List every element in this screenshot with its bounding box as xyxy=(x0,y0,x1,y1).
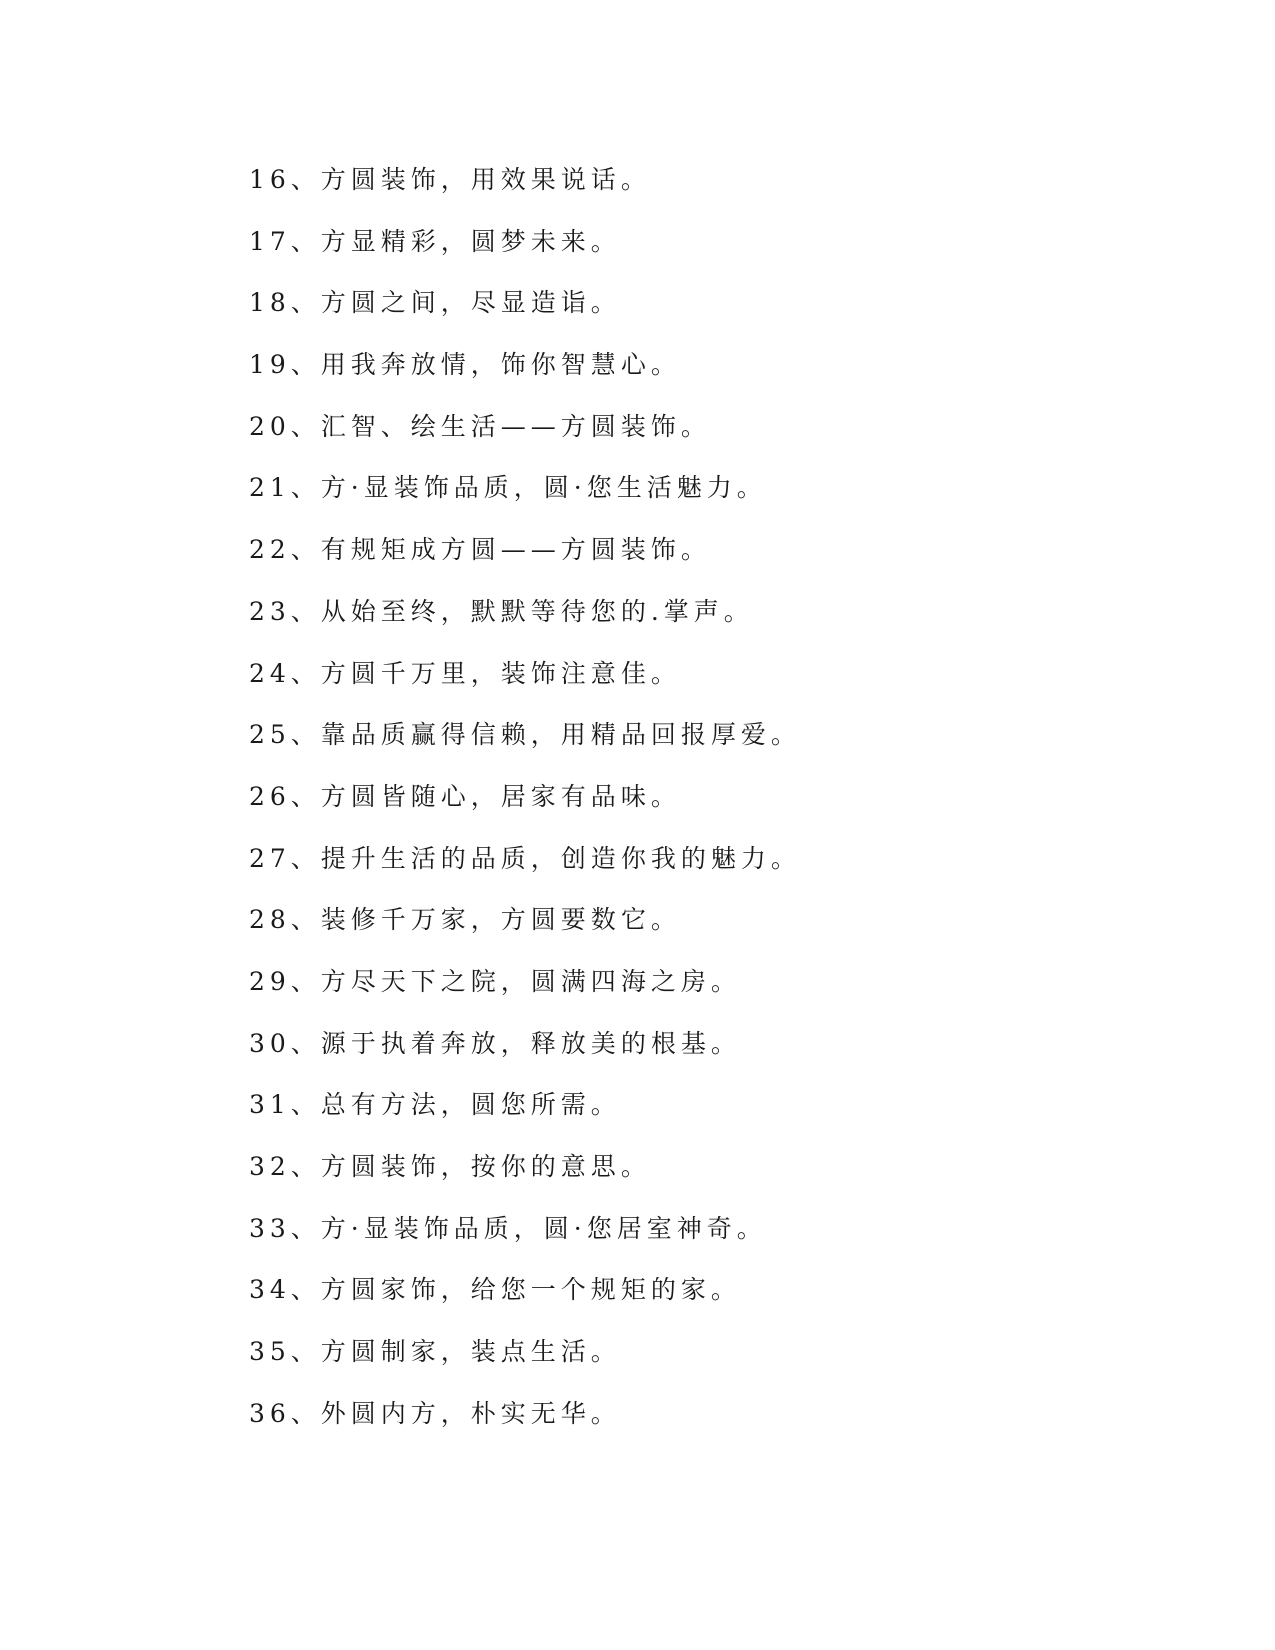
list-item: 34、方圆家饰，给您一个规矩的家。 xyxy=(249,1275,741,1305)
list-item: 27、提升生活的品质，创造你我的魅力。 xyxy=(249,843,801,873)
list-item: 33、方·显装饰品质，圆·您居室神奇。 xyxy=(249,1213,767,1243)
list-item: 22、有规矩成方圆——方圆装饰。 xyxy=(249,535,711,565)
list-item: 28、装修千万家，方圆要数它。 xyxy=(249,905,681,935)
list-item: 31、总有方法，圆您所需。 xyxy=(249,1090,621,1120)
list-item: 29、方尽天下之院，圆满四海之房。 xyxy=(249,966,741,996)
list-item: 20、汇智、绘生活——方圆装饰。 xyxy=(249,411,711,441)
list-item: 24、方圆千万里，装饰注意佳。 xyxy=(249,658,681,688)
slogan-list xyxy=(249,154,1049,1449)
list-item: 35、方圆制家，装点生活。 xyxy=(249,1337,621,1367)
list-item: 32、方圆装饰，按你的意思。 xyxy=(249,1152,651,1181)
list-item: 21、方·显装饰品质，圆·您生活魅力。 xyxy=(249,473,767,503)
list-item: 36、外圆内方，朴实无华。 xyxy=(249,1398,621,1428)
list-item: 26、方圆皆随心，居家有品味。 xyxy=(249,781,681,811)
list-item: 17、方显精彩，圆梦未来。 xyxy=(249,226,621,256)
list-item: 19、用我奔放情，饰你智慧心。 xyxy=(249,350,681,380)
list-item: 23、从始至终，默默等待您的.掌声。 xyxy=(249,596,754,626)
list-item: 30、源于执着奔放，释放美的根基。 xyxy=(249,1028,741,1058)
list-item: 25、靠品质赢得信赖，用精品回报厚爱。 xyxy=(249,720,801,750)
list-item: 16、方圆装饰，用效果说话。 xyxy=(249,165,651,194)
list-item: 18、方圆之间，尽显造诣。 xyxy=(249,288,621,318)
